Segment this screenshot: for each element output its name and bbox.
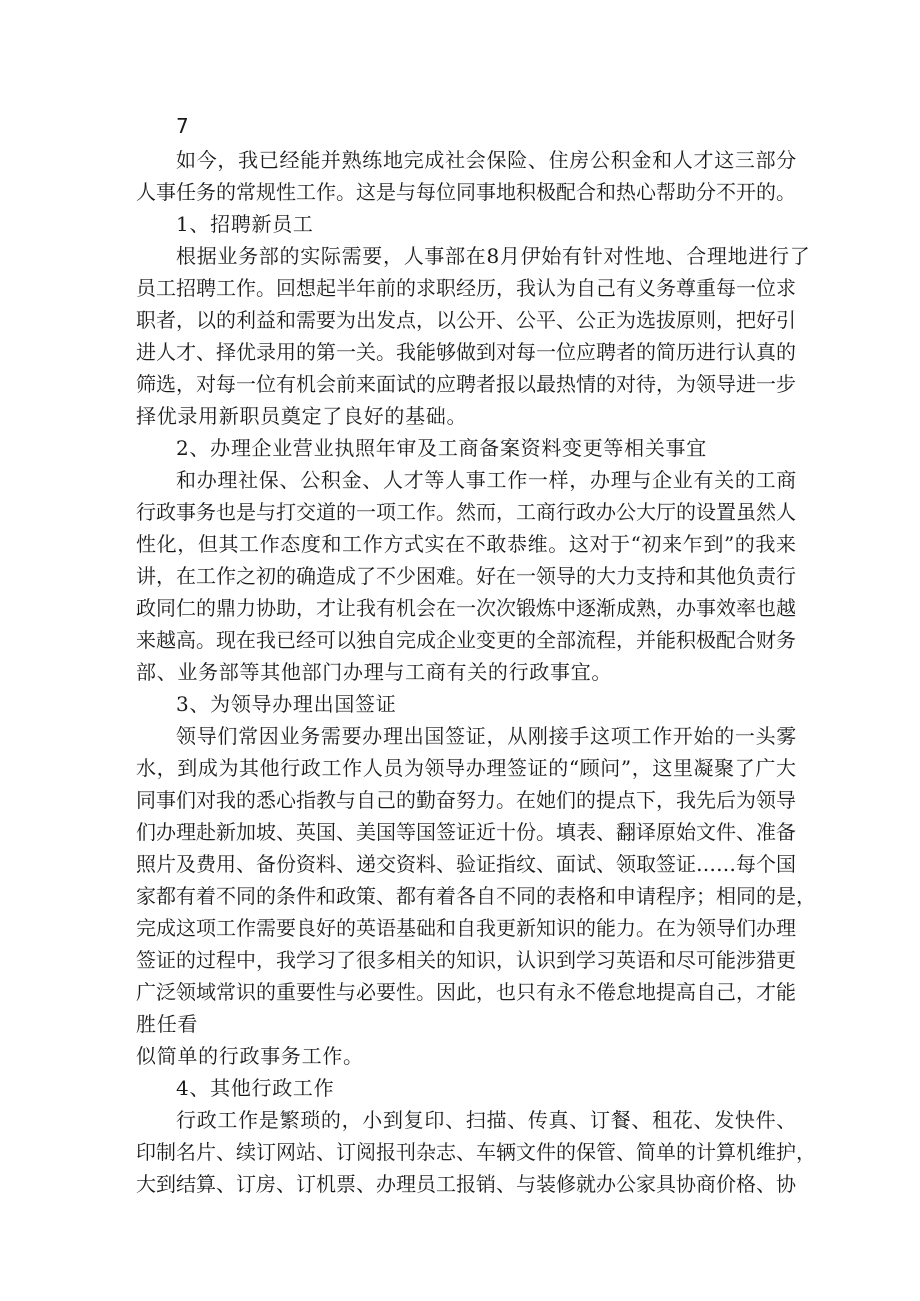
paragraph-line: 胜任看 (136, 1012, 199, 1036)
paragraph-line: 大到结算、订房、订机票、办理员工报销、与装修就办公家具协商价格、协 (136, 1172, 796, 1196)
paragraph-line: 家都有着不同的条件和政策、都有着各自不同的表格和申请程序；相同的是， (136, 884, 816, 908)
section-heading: 3、为领导办理出国签证 (176, 692, 397, 716)
paragraph-line: 印制名片、续订网站、订阅报刊杂志、车辆文件的保管、简单的计算机维护， (136, 1140, 816, 1164)
paragraph-line: 完成这项工作需要良好的英语基础和自我更新知识的能力。在为领导们办理 (136, 916, 796, 940)
paragraph-line: 职者，以的利益和需要为出发点，以公开、公平、公正为选拔原则，把好引 (136, 308, 796, 332)
paragraph-line: 们办理赴新加坡、英国、美国等国签证近十份。填表、翻译原始文件、准备 (136, 820, 796, 844)
paragraph-line: 讲，在工作之初的确造成了不少困难。好在一领导的大力支持和其他负责行 (136, 564, 796, 588)
paragraph-line: 行政事务也是与打交道的一项工作。然而，工商行政办公大厅的设置虽然人 (136, 500, 796, 524)
paragraph-line: 筛选，对每一位有机会前来面试的应聘者报以最热情的对待，为领导进一步 (136, 372, 796, 396)
paragraph-line: 照片及费用、备份资料、递交资料、验证指纹、面试、领取签证……每个国 (136, 852, 796, 876)
section-heading: 2、办理企业营业执照年审及工商备案资料变更等相关事宜 (176, 436, 707, 460)
paragraph-line: 性化，但其工作态度和工作方式实在不敢恭维。这对于“初来乍到”的我来 (136, 532, 796, 556)
section-heading: 1、招聘新员工 (176, 212, 314, 236)
paragraph-line: 如今，我已经能并熟练地完成社会保险、住房公积金和人才这三部分 (176, 148, 797, 172)
paragraph-line: 行政工作是繁琐的，小到复印、扫描、传真、订餐、租花、发快件、 (176, 1108, 797, 1132)
paragraph-line: 人事任务的常规性工作。这是与每位同事地积极配合和热心帮助分不开的。 (136, 180, 796, 204)
paragraph-line: 部、业务部等其他部门办理与工商有关的行政事宜。 (136, 660, 613, 684)
paragraph-line: 似简单的行政事务工作。 (136, 1044, 364, 1068)
paragraph-line: 水，到成为其他行政工作人员为领导办理签证的“顾问”，这里凝聚了广大 (136, 756, 796, 780)
paragraph-line: 进人才、择优录用的第一关。我能够做到对每一位应聘者的简历进行认真的 (136, 340, 796, 364)
paragraph-line: 和办理社保、公积金、人才等人事工作一样，办理与企业有关的工商 (176, 468, 797, 492)
section-heading: 4、其他行政工作 (176, 1076, 335, 1100)
page-number: 7 (176, 114, 190, 138)
paragraph-line: 根据业务部的实际需要，人事部在8月伊始有针对性地、合理地进行了 (176, 244, 811, 268)
paragraph-line: 广泛领域常识的重要性与必要性。因此，也只有永不倦怠地提高自己，才能 (136, 980, 796, 1004)
paragraph-line: 签证的过程中，我学习了很多相关的知识，认识到学习英语和尽可能涉猎更 (136, 948, 796, 972)
paragraph-line: 员工招聘工作。回想起半年前的求职经历，我认为自己有义务尊重每一位求 (136, 276, 796, 300)
paragraph-line: 领导们常因业务需要办理出国签证，从刚接手这项工作开始的一头雾 (176, 724, 797, 748)
paragraph-line: 择优录用新职员奠定了良好的基础。 (136, 404, 468, 428)
paragraph-line: 政同仁的鼎力协助，才让我有机会在一次次锻炼中逐渐成熟，办事效率也越 (136, 596, 796, 620)
paragraph-line: 来越高。现在我已经可以独自完成企业变更的全部流程，并能积极配合财务 (136, 628, 796, 652)
paragraph-line: 同事们对我的悉心指教与自己的勤奋努力。在她们的提点下，我先后为领导 (136, 788, 796, 812)
